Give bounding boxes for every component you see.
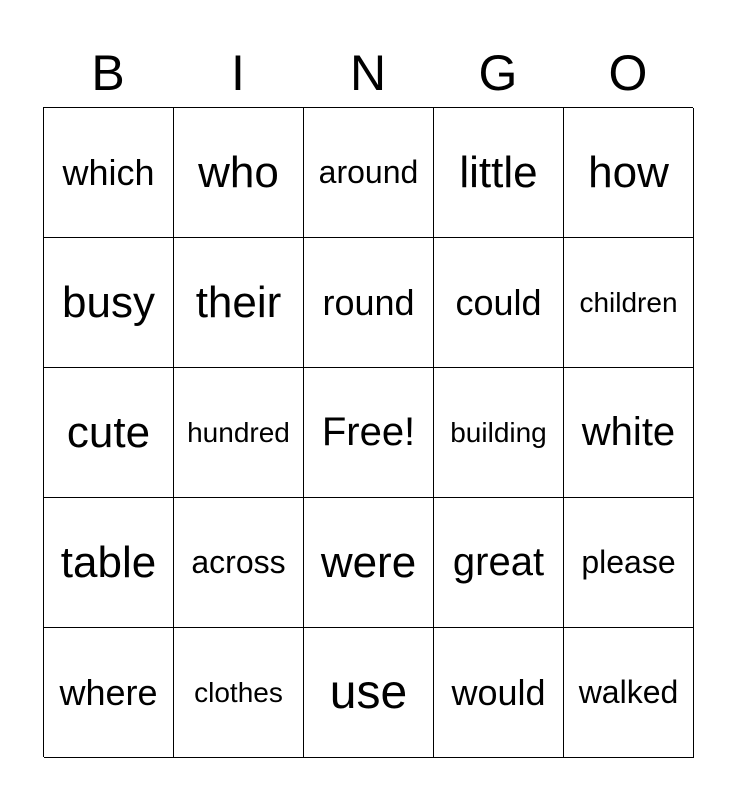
cell-word: across bbox=[191, 544, 286, 580]
bingo-cell bbox=[44, 498, 174, 628]
bingo-cell bbox=[174, 498, 304, 628]
bingo-cell bbox=[304, 108, 434, 238]
cell-word: could bbox=[455, 281, 542, 323]
header-letter-o: O bbox=[608, 45, 648, 101]
bingo-cell bbox=[44, 368, 174, 498]
bingo-cell bbox=[44, 238, 174, 368]
cell-word: which bbox=[62, 151, 155, 193]
bingo-cell bbox=[564, 368, 694, 498]
bingo-cell bbox=[564, 498, 694, 628]
bingo-cell bbox=[304, 628, 434, 758]
cell-word: who bbox=[198, 147, 279, 197]
cell-word: round bbox=[322, 281, 415, 323]
bingo-cell bbox=[434, 498, 564, 628]
bingo-cell bbox=[564, 108, 694, 238]
bingo-cell bbox=[434, 238, 564, 368]
bingo-cell-free bbox=[304, 368, 434, 498]
bingo-cell bbox=[304, 498, 434, 628]
header-letter-g: G bbox=[478, 45, 518, 101]
cell-word: their bbox=[195, 277, 282, 327]
bingo-cell bbox=[434, 368, 564, 498]
cell-word: use bbox=[329, 666, 408, 719]
cell-word: were bbox=[320, 537, 417, 587]
bingo-cell bbox=[174, 108, 304, 238]
bingo-header bbox=[43, 40, 693, 106]
cell-word: children bbox=[579, 286, 678, 318]
bingo-cell bbox=[44, 628, 174, 758]
cell-word: how bbox=[588, 147, 669, 197]
bingo-cell bbox=[174, 368, 304, 498]
cell-word: little bbox=[459, 147, 538, 197]
cell-word: please bbox=[581, 544, 676, 580]
cell-word: around bbox=[318, 154, 419, 190]
cell-word: hundred bbox=[187, 416, 290, 448]
bingo-cell bbox=[44, 108, 174, 238]
cell-word: busy bbox=[62, 277, 155, 327]
cell-word: building bbox=[450, 416, 547, 448]
bingo-cell bbox=[174, 238, 304, 368]
bingo-cell bbox=[434, 108, 564, 238]
free-space-label: Free! bbox=[321, 410, 416, 454]
bingo-cell bbox=[564, 238, 694, 368]
bingo-card-grid bbox=[43, 107, 693, 757]
cell-word: cute bbox=[66, 407, 151, 457]
header-letter-n: N bbox=[349, 45, 387, 101]
header-letter-i: I bbox=[231, 45, 245, 101]
bingo-cell bbox=[304, 238, 434, 368]
bingo-cell bbox=[434, 628, 564, 758]
bingo-cell bbox=[174, 628, 304, 758]
cell-word: where bbox=[59, 671, 158, 713]
cell-word: walked bbox=[578, 674, 679, 710]
cell-word: clothes bbox=[194, 676, 283, 708]
cell-word: would bbox=[451, 671, 546, 713]
cell-word: white bbox=[581, 410, 676, 454]
cell-word: great bbox=[452, 540, 545, 584]
cell-word: table bbox=[60, 537, 157, 587]
header-letter-b: B bbox=[91, 45, 125, 101]
bingo-cell bbox=[564, 628, 694, 758]
